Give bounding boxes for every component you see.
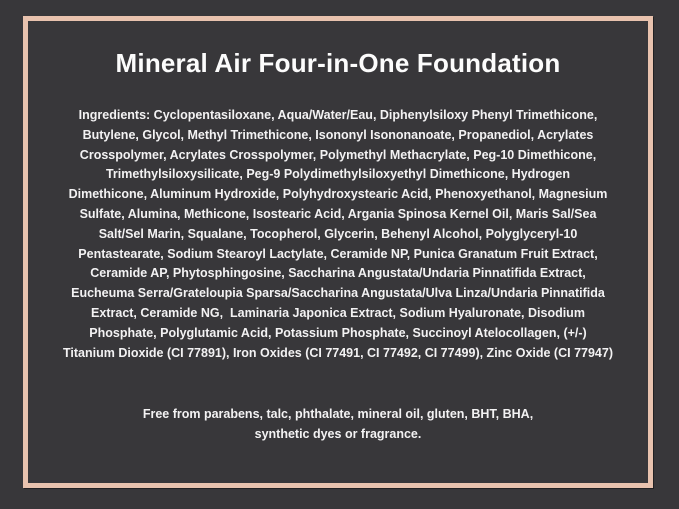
- ingredients-line: Pentastearate, Sodium Stearoyl Lactylate, Ceramide NP, Punica Granatum Fruit Extract,: [78, 246, 598, 261]
- ingredients-line: Salt/Sel Marin, Squalane, Tocopherol, Glycerin, Behenyl Alcohol, Polyglyceryl-10: [98, 226, 578, 241]
- ingredients-line: Eucheuma Serra/Grateloupia Sparsa/Saccharina Angustata/Ulva Linza/Undaria Pinnatifida: [71, 286, 605, 301]
- ingredient-card: [28, 21, 648, 483]
- ingredient-card-frame: [23, 16, 653, 488]
- ingredients-line: Dimethicone, Aluminum Hydroxide, Polyhydroxystearic Acid, Phenoxyethanol, Magnesium: [68, 187, 608, 202]
- ingredients-text: [28, 106, 648, 363]
- ingredients-line: Crosspolymer, Acrylates Crosspolymer, Polymethyl Methacrylate, Peg-10 Dimethicone,: [79, 147, 597, 162]
- product-title: Mineral Air Four-in-One Foundation: [115, 48, 561, 78]
- ingredients-line: Ingredients: Cyclopentasiloxane, Aqua/Water/Eau, Diphenylsiloxy Phenyl Trimethicone,: [78, 108, 598, 122]
- ingredients-line: Sulfate, Alumina, Methicone, Isostearic Acid, Argania Spinosa Kernel Oil, Maris Sal/Sea: [79, 206, 597, 221]
- ingredients-line: Titanium Dioxide (CI 77891), Iron Oxides (CI 77491, CI 77492, CI 77499), Zinc Oxide (CI 77947): [63, 345, 613, 360]
- ingredients-line: Extract, Ceramide NG, Laminaria Japonica Extract, Sodium Hyaluronate, Disodium: [91, 305, 585, 320]
- free-from-line: Free from parabens, talc, phthalate, mineral oil, gluten, BHT, BHA,: [142, 407, 534, 422]
- free-from-text: [28, 405, 648, 445]
- ingredients-line: Butylene, Glycol, Methyl Trimethicone, Isononyl Isononanoate, Propanediol, Acrylates: [82, 127, 594, 142]
- ingredients-line: Ceramide AP, Phytosphingosine, Saccharina Angustata/Undaria Pinnatifida Extract,: [90, 266, 586, 281]
- free-from-line: synthetic dyes or fragrance.: [254, 427, 422, 442]
- ingredients-line: Phosphate, Polyglutamic Acid, Potassium Phosphate, Succinoyl Atelocollagen, (+/-): [89, 325, 587, 340]
- ingredients-line: Trimethylsiloxysilicate, Peg-9 Polydimethylsiloxyethyl Dimethicone, Hydrogen: [105, 167, 571, 182]
